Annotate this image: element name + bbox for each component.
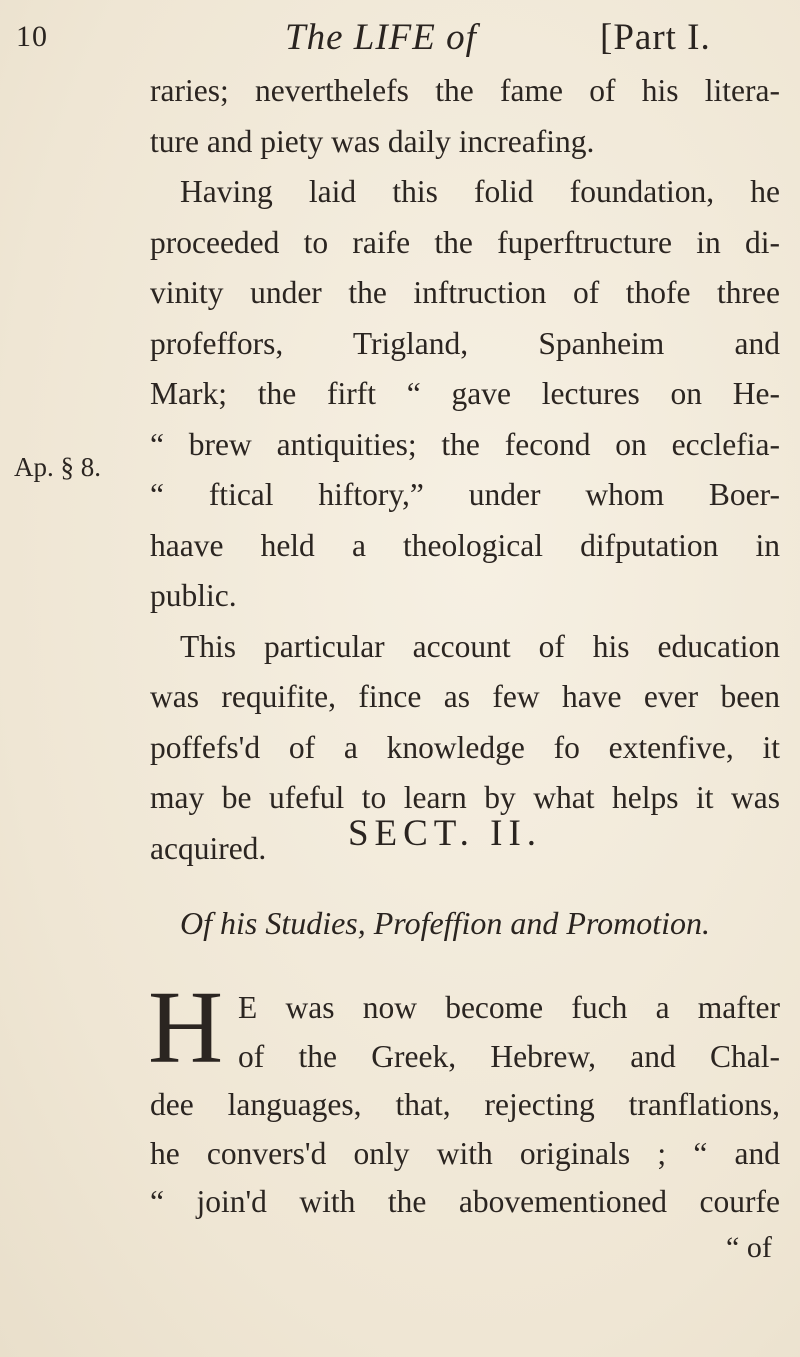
catchword: “ of	[726, 1231, 772, 1264]
text-line: haave held a theological difputation in	[150, 527, 780, 563]
text-line: Mark; the firft “ gave lectures on He-	[150, 376, 780, 411]
text-line: E was now become fuch a mafter	[238, 990, 780, 1025]
text-line: raries; neverthelefs the fame of his litera-	[150, 73, 780, 108]
text-line: public.	[150, 578, 237, 613]
text-line: “ brew antiquities; the fecond on ecclefia-	[150, 426, 780, 462]
text-line: poffefs'd of a knowledge fo extenfive, it	[150, 729, 780, 765]
text-line: ture and piety was daily increafing.	[150, 123, 595, 159]
text-line: he convers'd only with originals ; “ and	[150, 1135, 780, 1171]
part-label: [Part I.	[600, 17, 711, 58]
page-number: 10	[16, 20, 48, 53]
opening-paragraphs	[150, 66, 780, 874]
text-line: was requifite, fince as few have ever been	[150, 679, 780, 714]
running-title: The LIFE of	[285, 17, 477, 58]
text-line: vinity under the inftruction of thofe three	[150, 275, 780, 310]
drop-cap: H	[148, 970, 224, 1085]
section-body	[150, 984, 780, 1227]
margin-note: Ap. § 8.	[14, 452, 101, 482]
text-line: proceeded to raife the fuperftructure in di-	[150, 224, 780, 260]
text-line: This particular account of his education	[180, 628, 780, 664]
text-line: may be ufeful to learn by what helps it was	[150, 780, 780, 815]
text-line: Having laid this folid foundation, he	[180, 174, 780, 209]
text-line: dee languages, that, rejecting tranflations,	[150, 1087, 780, 1122]
page-header	[0, 14, 800, 74]
text-line: of the Greek, Hebrew, and Chal-	[238, 1038, 780, 1074]
section-heading: SECT. II.	[347, 813, 543, 854]
text-line: profeffors, Trigland, Spanheim and	[150, 325, 780, 361]
text-line: “ ftical hiftory,” under whom Boer-	[150, 477, 780, 512]
text-line: acquired.	[150, 830, 267, 866]
text-line: “ join'd with the abovementioned courfe	[150, 1184, 780, 1219]
section-subtitle: Of his Studies, Profeffion and Promotion.	[179, 905, 711, 941]
